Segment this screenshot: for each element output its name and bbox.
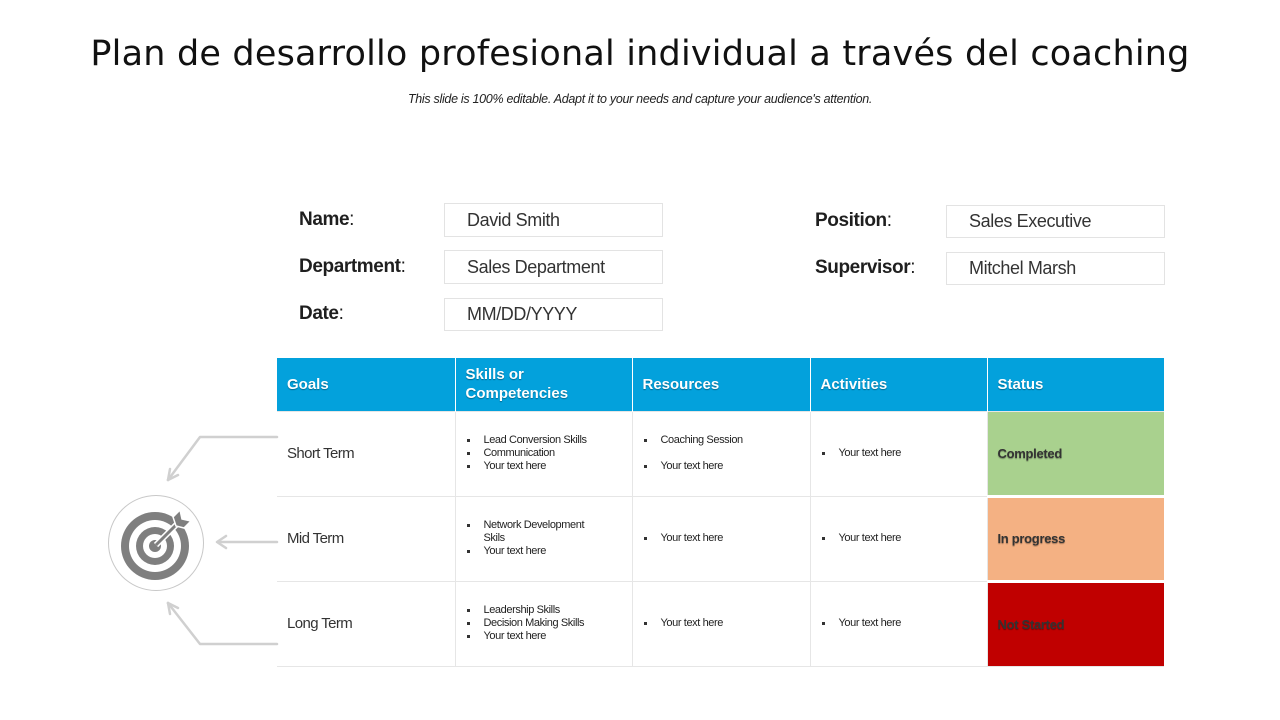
list-item: Leadership Skills: [464, 604, 624, 617]
goal-cell: Mid Term: [277, 496, 455, 581]
header-goals: Goals: [277, 358, 455, 411]
arrow-bottom: [168, 603, 277, 644]
resources-cell: [632, 581, 810, 666]
header-skills: Skills or Competencies: [455, 358, 632, 411]
list-item: Network Development Skils: [464, 519, 594, 545]
list-item: Your text here: [464, 545, 624, 558]
goal-cell: Short Term: [277, 411, 455, 496]
table-header-row: [277, 358, 1164, 411]
development-plan-table: [277, 358, 1164, 667]
list-item: Your text here: [641, 532, 802, 545]
skills-cell: [455, 496, 632, 581]
list-item: Your text here: [819, 617, 979, 630]
slide-subtitle: This slide is 100% editable. Adapt it to your needs and capture your audience's attention.: [407, 92, 873, 106]
supervisor-field[interactable]: Mitchel Marsh: [946, 252, 1165, 285]
list-item: Decision Making Skills: [464, 617, 624, 630]
list-item: Your text here: [641, 460, 802, 473]
arrow-top: [168, 437, 277, 480]
header-status: Status: [987, 358, 1164, 411]
list-item: Lead Conversion Skills: [464, 434, 624, 447]
name-field[interactable]: David Smith: [444, 203, 663, 237]
list-item: Communication: [464, 447, 624, 460]
position-field[interactable]: Sales Executive: [946, 205, 1165, 238]
date-label: Date:: [299, 303, 344, 324]
header-resources: Resources: [632, 358, 810, 411]
position-label: Position:: [815, 210, 892, 231]
activities-cell: [810, 581, 987, 666]
department-label: Department:: [299, 256, 406, 277]
supervisor-label: Supervisor:: [815, 257, 916, 278]
status-badge: Not Started: [987, 581, 1164, 666]
resources-cell: [632, 411, 810, 496]
list-item: Coaching Session: [641, 434, 802, 447]
goal-cell: Long Term: [277, 581, 455, 666]
table-row: [277, 581, 1164, 666]
skills-cell: [455, 411, 632, 496]
target-icon: [109, 496, 205, 592]
slide-title: Plan de desarrollo profesional individual a través del coaching: [90, 34, 1190, 74]
date-field[interactable]: MM/DD/YYYY: [444, 298, 663, 331]
table-row: [277, 496, 1164, 581]
status-badge: In progress: [987, 496, 1164, 581]
skills-cell: [455, 581, 632, 666]
header-activities: Activities: [810, 358, 987, 411]
activities-cell: [810, 496, 987, 581]
resources-cell: [632, 496, 810, 581]
table-row: [277, 411, 1164, 496]
status-badge: Completed: [987, 411, 1164, 496]
name-label: Name:: [299, 209, 355, 230]
activities-cell: [810, 411, 987, 496]
list-item: Your text here: [464, 630, 624, 643]
list-item: Your text here: [819, 532, 979, 545]
list-item: Your text here: [819, 447, 979, 460]
target-icon-container: [108, 495, 204, 591]
department-field[interactable]: Sales Department: [444, 250, 663, 284]
list-item: Your text here: [464, 460, 624, 473]
list-item: Your text here: [641, 617, 802, 630]
